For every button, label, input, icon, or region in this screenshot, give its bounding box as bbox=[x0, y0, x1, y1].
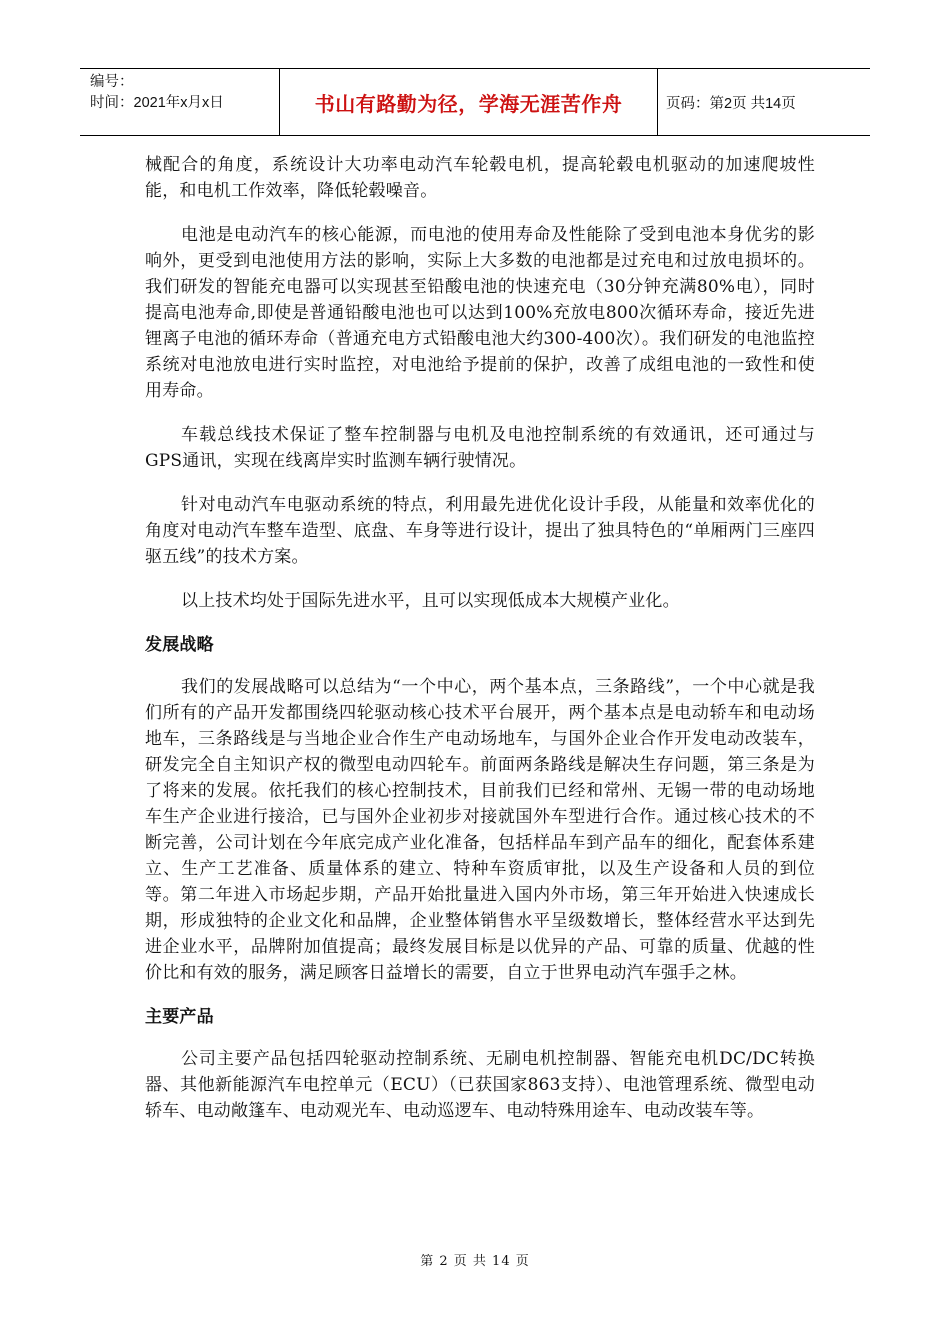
header-meta bbox=[80, 69, 280, 135]
paragraph-bus-technology: 车载总线技术保证了整车控制器与电机及电池控制系统的有效通讯，还可通过与GPS通讯，实现在线离岸实时监测车辆行驶情况。 bbox=[145, 425, 815, 471]
document-header bbox=[80, 68, 870, 136]
header-motto: 书山有路勤为径，学海无涯苦作舟 bbox=[314, 91, 623, 116]
number-label: 编号： bbox=[90, 74, 134, 90]
heading-development-strategy: 发展战略 bbox=[145, 635, 214, 655]
page-footer: 第 2 页 共 14 页 bbox=[420, 1254, 530, 1269]
document-body bbox=[145, 152, 815, 1142]
paragraph-strategy: 我们的发展战略可以总结为“一个中心，两个基本点，三条路线”，一个中心就是我们所有的产品开发都围绕四轮驱动核心技术平台展开，两个基本点是电动轿车和电动场地车，三条路线是与当地企业合作生产电动场地车，与国外企业合作开发电动改装车，研发完全自主知识产权的微型电动四轮车。前面两条路线是解决生存问题，第三条是为了将来的发展。依托我们的核心控制技术，目前我们已经和常州、无锡一带的电动场地车生产企业进行接洽，已与国外企业初步对接就国外车型进行合作。通过核心技术的不断完善，公司计划在今年底完成产业化准备，包括样品车到产品车的细化，配套体系建立、生产工艺准备、质量体系的建立、特种车资质审批，以及生产设备和人员的到位等。第二年进入市场起步期，产品开始批量进入国内外市场，第三年开始进入快速成长期，形成独特的企业文化和品牌，企业整体销售水平呈级数增长，整体经营水平达到先进企业水平，品牌附加值提高；最终发展目标是以优异的产品、可靠的质量、优越的性价比和有效的服务，满足顾客日益增长的需要，自立于世界电动汽车强手之林。 bbox=[145, 677, 815, 983]
paragraph-products: 公司主要产品包括四轮驱动控制系统、无刷电机控制器、智能充电机DC/DC转换器、其他新能源汽车电控单元（ECU）（已获国家863支持）、电池管理系统、微型电动轿车、电动敞篷车、电动观光车、电动巡逻车、电动特殊用途车、电动改装车等。 bbox=[145, 1049, 815, 1121]
header-page-cell bbox=[658, 69, 870, 135]
heading-main-products: 主要产品 bbox=[145, 1007, 214, 1027]
header-motto-cell bbox=[280, 69, 658, 135]
paragraph-battery: 电池是电动汽车的核心能源，而电池的使用寿命及性能除了受到电池本身优劣的影响外，更受到电池使用方法的影响，实际上大多数的电池都是过充电和过放电损坏的。我们研发的智能充电器可以实现甚至铅酸电池的快速充电（30分钟充满80%电），同时提高电池寿命,即使是普通铅酸电池也可以达到100%充放电800次循环寿命，接近先进锂离子电池的循环寿命（普通充电方式铅酸电池大约300-400次）。我们研发的电池监控系统对电池放电进行实时监控，对电池给予提前的保护，改善了成组电池的一致性和使用寿命。 bbox=[145, 225, 815, 401]
paragraph-vehicle-design: 针对电动汽车电驱动系统的特点，利用最先进优化设计手段，从能量和效率优化的角度对电动汽车整车造型、底盘、车身等进行设计，提出了独具特色的“单厢两门三座四驱五线”的技术方案。 bbox=[145, 495, 815, 567]
paragraph-tech-summary: 以上技术均处于国际先进水平，且可以实现低成本大规模产业化。 bbox=[181, 591, 680, 611]
header-page-info: 页码：第2页 共14页 bbox=[666, 95, 796, 112]
paragraph-motor-continued: 械配合的角度，系统设计大功率电动汽车轮毂电机，提高轮毂电机驱动的加速爬坡性能，和电机工作效率，降低轮毂噪音。 bbox=[145, 155, 815, 201]
time-label: 时间：2021年x月x日 bbox=[90, 95, 224, 111]
